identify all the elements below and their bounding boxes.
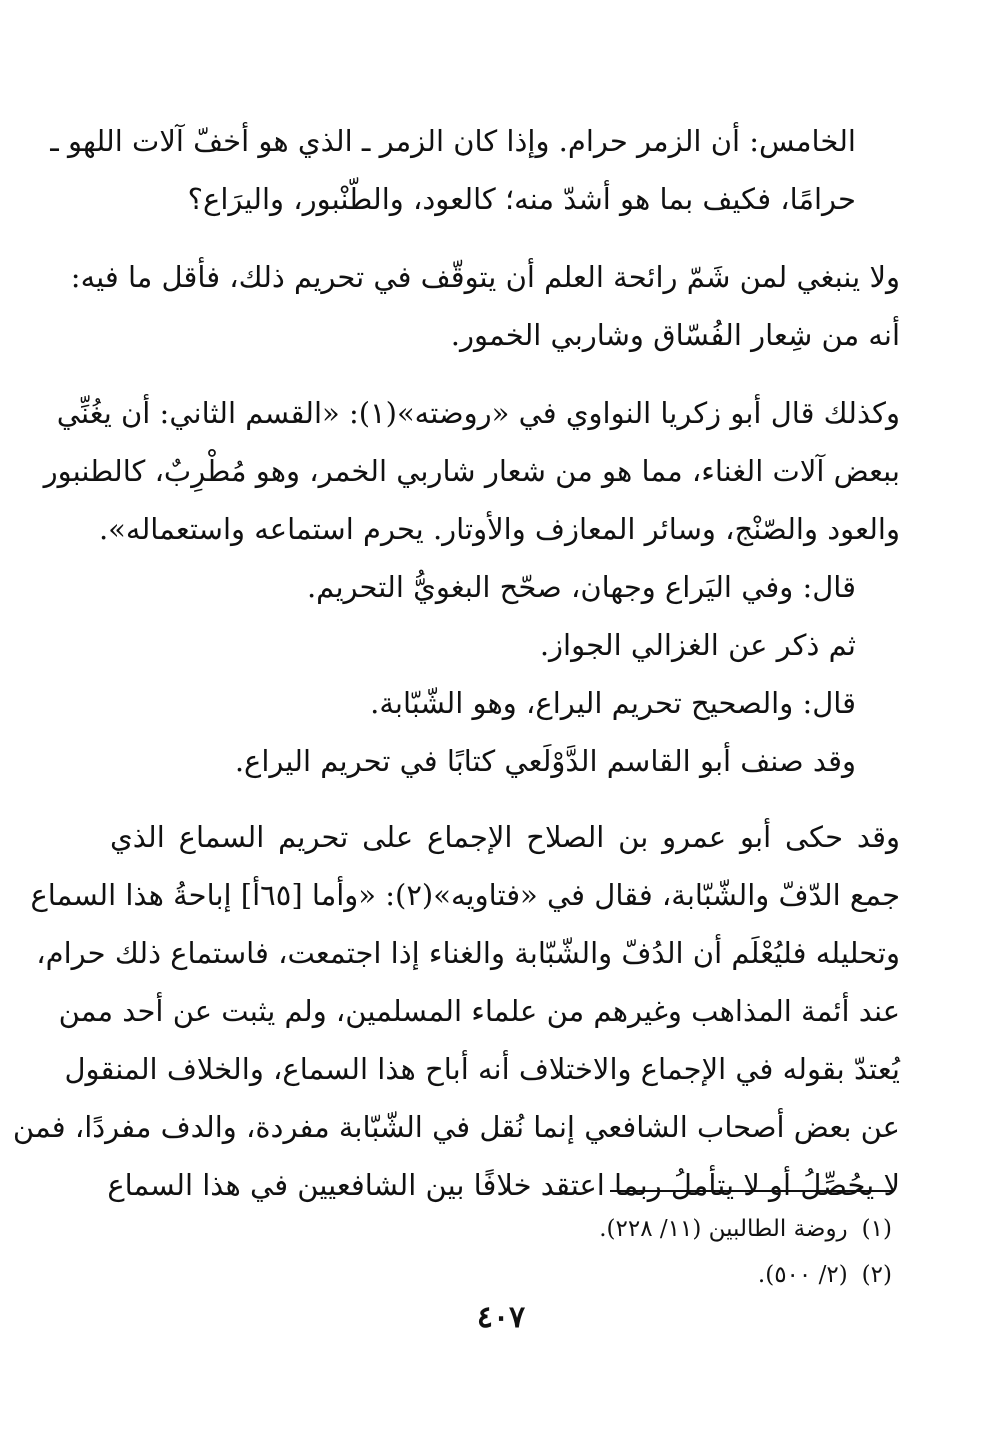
footnote-text: روضة الطالبين (١١/ ٢٢٨). [599,1216,848,1242]
text-line: عن بعض أصحاب الشافعي إنما نُقل في الشّبّابة مفردة، والدف مفردًا، فمن [12,1110,900,1144]
text-line: جمع الدّفّ والشّبّابة، فقال في «فتاويه»(٢): «وأما [٦٥أ] إباحةُ هذا السماع [30,878,900,912]
footnote-1 [392,1206,892,1252]
text-line: وتحليله فليُعْلَم أن الدُفّ والشّبّابة والغناء إذا اجتمعت، فاستماع ذلك حرام، [36,936,900,970]
text-line: وكذلك قال أبو زكريا النواوي في «روضته»(١): «القسم الثاني: أن يغُنِّي [56,396,900,430]
text-line: قال: وفي اليَراع وجهان، صحّح البغويُّ التحريم. [306,570,856,604]
text-line: أنه من شِعار الفُسّاق وشاربي الخمور. [450,318,900,352]
page-body [12,112,900,1234]
text-line: وقد صنف أبو القاسم الدَّوْلَعي كتابًا في تحريم اليراع. [234,744,856,778]
footnote-text: (٢/ ٥٠٠). [757,1262,848,1288]
text-line: قال: والصحيح تحريم اليراع، وهو الشّبّابة. [370,686,856,720]
text-line: عند أئمة المذاهب وغيرهم من علماء المسلمين، ولم يثبت عن أحد ممن [58,994,900,1028]
footnote-number: (١) [861,1216,892,1242]
paragraph-1 [50,112,900,228]
footnote-number: (٢) [861,1262,892,1288]
footnote-divider [610,1190,892,1192]
footnotes [392,1206,892,1298]
paragraph-2 [70,248,900,364]
page-number: ٤٠٧ [476,1300,526,1335]
text-line: الخامس: أن الزمر حرام. وإذا كان الزمر ـ الذي هو أخفّ آلات اللهو ـ [50,124,856,158]
text-line: ولا ينبغي لمن شَمّ رائحة العلم أن يتوقّف في تحريم ذلك، فأقل ما فيه: [70,260,900,294]
paragraph-3 [43,384,900,558]
text-line: والعود والصّنْج، وسائر المعازف والأوتار. يحرم استماعه واستعماله». [98,512,900,546]
indented-lines [110,558,900,790]
text-line: يُعتدّ بقوله في الإجماع والاختلاف أنه أباح هذا السماع، والخلاف المنقول [64,1052,900,1086]
footnote-2 [392,1252,892,1298]
text-line: لا يحُصِّلُ أو لا يتأملُ ربما اعتقد خلافًا بين الشافعيين في هذا السماع [107,1168,900,1202]
paragraph-4 [12,808,900,1214]
text-line: ثم ذكر عن الغزالي الجواز. [539,628,856,662]
text-line: حرامًا، فكيف بما هو أشدّ منه؛ كالعود، والطّنْبور، واليرَاع؟ [187,182,856,216]
text-line: ببعض آلات الغناء، مما هو من شعار شاربي الخمر، وهو مُطْرِبٌ، كالطنبور [43,454,900,488]
text-line: وقد حكى أبو عمرو بن الصلاح الإجماع على تحريم السماع الذي [110,820,900,854]
